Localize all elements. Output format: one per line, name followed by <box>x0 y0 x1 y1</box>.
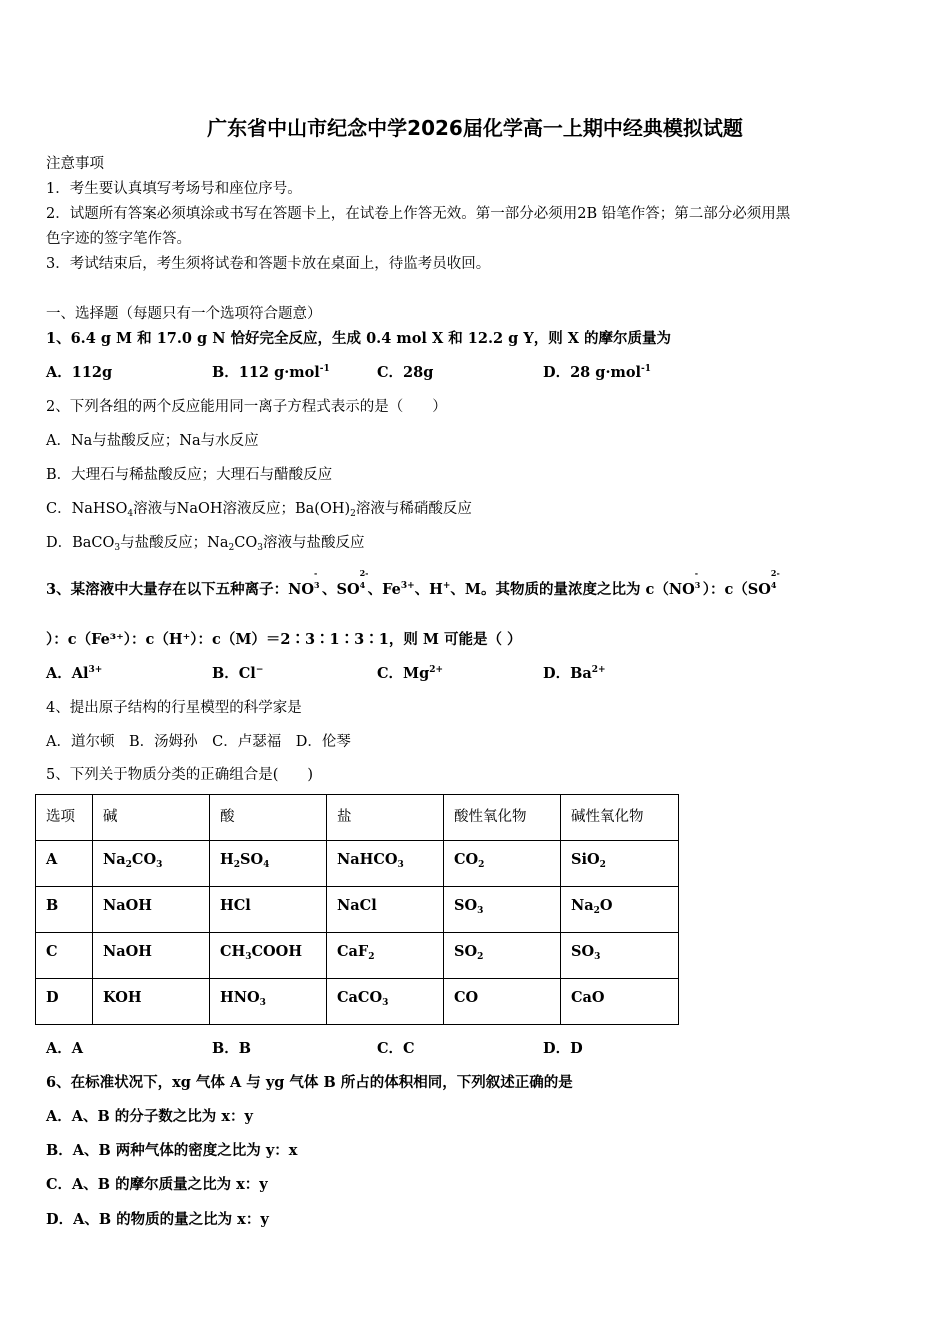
q2-option-d: D．BaCO$_3$与盐酸反应；$Na_2CO_3$溶液与盐酸反应 <box>46 535 365 553</box>
table-cell: $H_2SO_4$ <box>210 841 327 887</box>
q2-d-part1: D．BaCO <box>46 535 115 551</box>
q3-stem-d: 、H <box>414 581 443 598</box>
table-cell: NaOH <box>93 933 210 979</box>
table-row <box>36 979 679 1025</box>
q1-option-b <box>212 361 330 382</box>
notice-item-2-cont: 色字迹的签字笔作答。 <box>46 231 191 247</box>
q3-option-b-text: B．Cl <box>212 665 256 682</box>
table-row <box>36 933 679 979</box>
q3-stem-a: 3、某溶液中大量存在以下五种离子：NO <box>46 581 314 598</box>
table-cell: CO <box>444 979 561 1025</box>
q2-d-part4: 溶液与盐酸反应 <box>262 535 365 551</box>
table-cell: NaOH <box>93 887 210 933</box>
q6-option-b: B．A、B 两种气体的密度之比为 y：x <box>46 1142 298 1159</box>
table-cell: $CO_2$ <box>444 841 561 887</box>
table-header-cell: 盐 <box>327 795 444 841</box>
q2-c-part1: C．NaHSO <box>46 501 128 517</box>
q6-option-a: A．A、B 的分子数之比为 x：y <box>46 1108 253 1125</box>
table-cell: B <box>36 887 93 933</box>
section-heading: 一、选择题（每题只有一个选项符合题意） <box>46 306 322 322</box>
q5-option-a: A．A <box>46 1040 84 1057</box>
classification-table <box>35 794 679 1025</box>
table-header-row <box>36 795 679 841</box>
table-cell: CaF$_2$ <box>327 933 444 979</box>
q6-option-d: D．A、B 的物质的量之比为 x：y <box>46 1211 269 1228</box>
q2-c-part3: 溶液与稀硝酸反应 <box>355 501 472 517</box>
q6-option-c: C．A、B 的摩尔质量之比为 x：y <box>46 1176 268 1193</box>
q3-option-d-text: D．Ba <box>543 665 592 682</box>
q2-option-b: B．大理石与稀盐酸反应；大理石与醋酸反应 <box>46 467 333 483</box>
table-cell: A <box>36 841 93 887</box>
q5-option-b: B．B <box>212 1040 252 1057</box>
q2-d-part3: CO <box>234 535 258 551</box>
q3-stem-e: 、M。其物质的量浓度之比为 c（NO <box>450 581 695 598</box>
question-4-options: A．道尔顿 B．汤姆孙 C．卢瑟福 D．伦琴 <box>46 734 351 750</box>
table-cell: KOH <box>93 979 210 1025</box>
q3-option-d <box>543 662 606 683</box>
q1-option-a: A．112g <box>46 364 113 381</box>
table-cell: $Na_2CO_3$ <box>93 841 210 887</box>
q3-option-a-sup: 3+ <box>88 665 103 675</box>
q3-option-c <box>377 662 443 683</box>
q1-option-b-text: B．112 g·mol <box>212 364 320 381</box>
table-cell: SiO$_2$ <box>561 841 679 887</box>
q1-option-d <box>543 361 651 382</box>
table-cell: C <box>36 933 93 979</box>
table-row <box>36 887 679 933</box>
table-header-cell: 碱 <box>93 795 210 841</box>
q3-option-b-sup: − <box>255 665 264 675</box>
table-header-cell: 碱性氧化物 <box>561 795 679 841</box>
table-header-cell: 酸 <box>210 795 327 841</box>
notice-heading: 注意事项 <box>46 156 104 172</box>
page-title: 广东省中山市纪念中学2026届化学高一上期中经典模拟试题 <box>207 116 743 140</box>
q2-option-a: A．Na与盐酸反应；Na与水反应 <box>46 433 259 449</box>
q1-option-b-sup: -1 <box>319 364 330 374</box>
table-cell: NaCl <box>327 887 444 933</box>
table-row <box>36 841 679 887</box>
question-1-stem: 1、6.4 g M 和 17.0 g N 恰好完全反应，生成 0.4 mol X 和 12.2 g Y，则 X 的摩尔质量为 <box>46 330 672 347</box>
table-cell: $SO_3$ <box>444 887 561 933</box>
notice-item-3: 3．考试结束后，考生须将试卷和答题卡放在桌面上，待监考员收回。 <box>46 256 491 272</box>
q2-d-part2: 与盐酸反应；Na <box>120 535 229 551</box>
table-cell: CaO <box>561 979 679 1025</box>
table-cell: CaCO$_3$ <box>327 979 444 1025</box>
table-cell: HCl <box>210 887 327 933</box>
table-cell: D <box>36 979 93 1025</box>
question-3-stem: 3、某溶液中大量存在以下五种离子：NO - 3 、SO 2- 4 、$Fe^{3+}$、H+、M。其物质的量浓度之比为 c（NO - 3 ）：c（SO 2- 4 <box>46 568 780 598</box>
q3-option-d-sup: 2+ <box>591 665 606 675</box>
q3-option-a <box>46 662 102 683</box>
table-header-cell: 选项 <box>36 795 93 841</box>
q3-option-c-sup: 2+ <box>429 665 444 675</box>
q1-option-c: C．28g <box>377 364 434 381</box>
question-5-stem: 5、下列关于物质分类的正确组合是( ) <box>46 767 314 783</box>
q5-option-d: D．D <box>543 1040 583 1057</box>
table-cell: NaHCO$_3$ <box>327 841 444 887</box>
notice-item-2: 2．试题所有答案必须填涂或书写在答题卡上，在试卷上作答无效。第一部分必须用2B 铅笔作答；第二部分必须用黑 <box>46 206 791 222</box>
q3-option-c-text: C．Mg <box>377 665 430 682</box>
table-header-cell: 酸性氧化物 <box>444 795 561 841</box>
q2-c-part2: 溶液与NaOH溶液反应；Ba(OH) <box>133 501 351 517</box>
table-cell: $HNO_3$ <box>210 979 327 1025</box>
q3-stem-c: 、Fe <box>367 581 401 598</box>
q5-option-c: C．C <box>377 1040 415 1057</box>
q3-option-a-text: A．Al <box>46 665 89 682</box>
question-4-stem: 4、提出原子结构的行星模型的科学家是 <box>46 700 302 716</box>
q2-option-c: C．NaHSO$_4$溶液与NaOH溶液反应；$Ba(OH)_2$溶液与稀硝酸反应 <box>46 501 472 519</box>
question-6-stem: 6、在标准状况下，xg 气体 A 与 yg 气体 B 所占的体积相同，下列叙述正确的是 <box>46 1074 573 1091</box>
table-cell: $SO_2$ <box>444 933 561 979</box>
table-cell: $Na_2O$ <box>561 887 679 933</box>
q3-option-b <box>212 662 263 683</box>
q3-stem-f: ）：c（SO <box>702 581 771 598</box>
question-2-stem: 2、下列各组的两个反应能用同一离子方程式表示的是（ ） <box>46 399 447 415</box>
q1-option-d-text: D．28 g·mol <box>543 364 642 381</box>
q3-stem-b: 、SO <box>321 581 360 598</box>
table-cell: $SO_3$ <box>561 933 679 979</box>
table-cell: $CH_3COOH$ <box>210 933 327 979</box>
question-3-stem-cont: ）：c（Fe³⁺）：c（H⁺）：c（M）＝2∶3∶1∶3∶1，则 M 可能是（ ） <box>46 631 522 648</box>
q1-option-d-sup: -1 <box>641 364 652 374</box>
notice-item-1: 1．考生要认真填写考场号和座位序号。 <box>46 181 302 197</box>
